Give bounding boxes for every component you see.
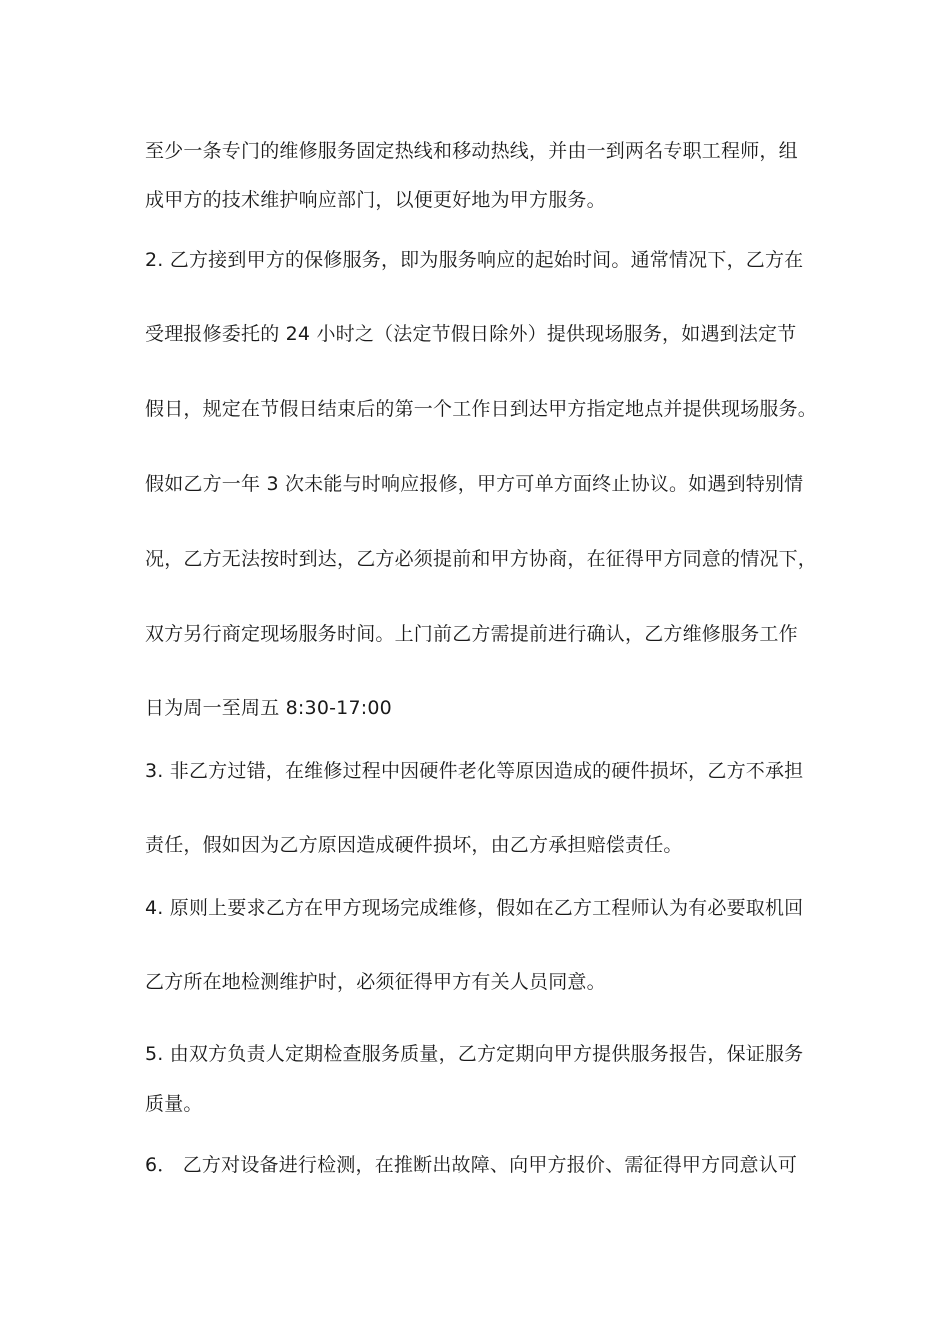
text-line: 假日，规定在节假日结束后的第一个工作日到达甲方指定地点并提供现场服务。: [145, 398, 818, 420]
paragraph-4-line: 4. 原则上要求乙方在甲方现场完成维修，假如在乙方工程师认为有必要取机回: [145, 897, 804, 919]
paragraph-6-line: 6． 乙方对设备进行检测，在推断出故障、向甲方报价、需征得甲方同意认可: [145, 1154, 798, 1176]
text-line: 双方另行商定现场服务时间。上门前乙方需提前进行确认，乙方维修服务工作: [145, 623, 798, 645]
paragraph-5-line: 5. 由双方负责人定期检查服务质量，乙方定期向甲方提供服务报告，保证服务: [145, 1043, 804, 1065]
text-line: 受理报修委托的 24 小时之（法定节假日除外）提供现场服务，如遇到法定节: [145, 323, 797, 345]
text-line: 质量。: [145, 1093, 203, 1115]
text-line: 况，乙方无法按时到达，乙方必须提前和甲方协商，在征得甲方同意的情况下，: [145, 548, 818, 570]
text-line: 责任，假如因为乙方原因造成硬件损坏，由乙方承担赔偿责任。: [145, 834, 683, 856]
text-line: 至少一条专门的维修服务固定热线和移动热线，并由一到两名专职工程师，组: [145, 140, 798, 162]
text-line: 假如乙方一年 3 次未能与时响应报修，甲方可单方面终止协议。如遇到特别情: [145, 473, 804, 495]
text-line: 日为周一至周五 8:30-17:00: [145, 697, 392, 719]
text-line: 乙方所在地检测维护时，必须征得甲方有关人员同意。: [145, 971, 606, 993]
paragraph-3-line: 3. 非乙方过错，在维修过程中因硬件老化等原因造成的硬件损坏，乙方不承担: [145, 760, 804, 782]
text-line: 成甲方的技术维护响应部门，以便更好地为甲方服务。: [145, 189, 606, 211]
paragraph-2-line: 2. 乙方接到甲方的保修服务，即为服务响应的起始时间。通常情况下，乙方在: [145, 249, 804, 271]
